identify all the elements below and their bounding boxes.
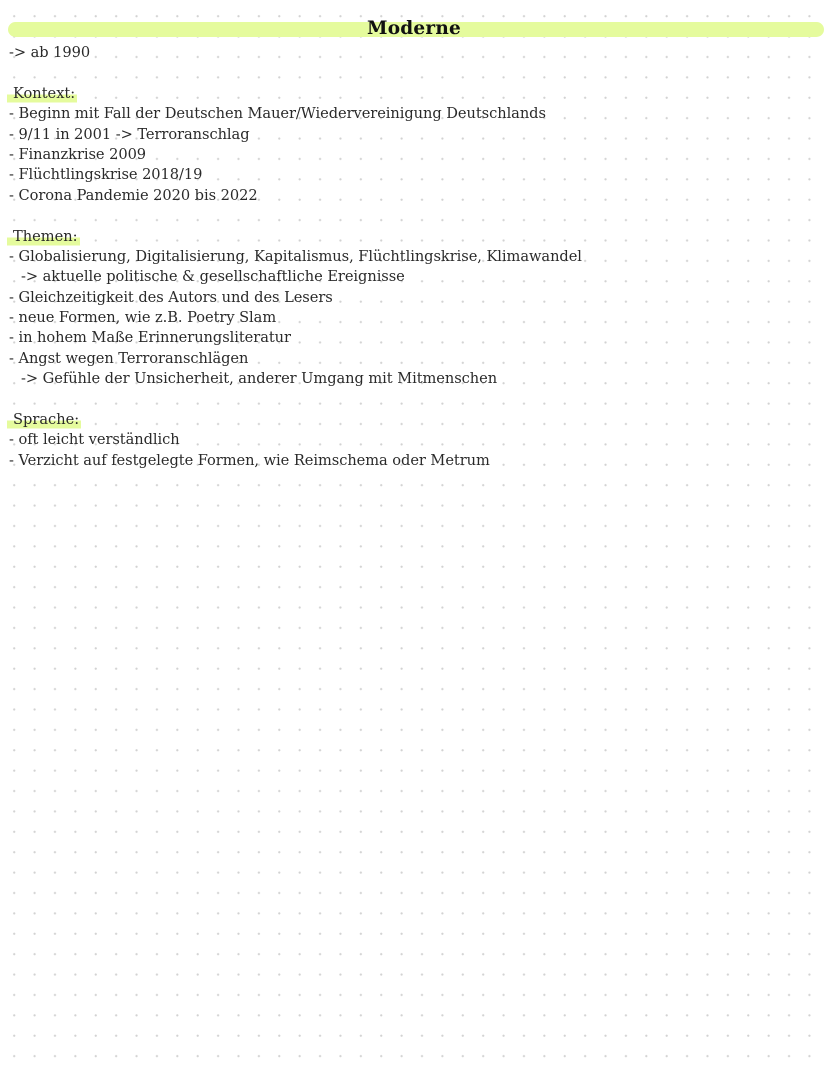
spacer (9, 390, 819, 410)
list-item: - Flüchtlingskrise 2018/19 (9, 166, 203, 184)
section-sprache (9, 410, 819, 430)
list-item: - Beginn mit Fall der Deutschen Mauer/Wiedervereinigung Deutschlands (9, 105, 546, 123)
list-item: - Corona Pandemie 2020 bis 2022 (9, 186, 258, 204)
section-heading-sprache: Sprache: (7, 410, 81, 430)
list-item: - Finanzkrise 2009 (9, 145, 147, 163)
list-item: - Verzicht auf festgelegte Formen, wie Reimschema oder Metrum (9, 451, 490, 469)
section-themen (9, 227, 819, 247)
list-item: - oft leicht verständlich (9, 431, 180, 449)
list-item: - Angst wegen Terroranschlägen (9, 349, 249, 367)
section-heading-kontext: Kontext: (7, 84, 77, 104)
list-item: - in hohem Maße Erinnerungsliteratur (9, 329, 291, 347)
page-title: Moderne (367, 18, 461, 39)
date-range: -> ab 1990 (9, 44, 91, 61)
list-item: - neue Formen, wie z.B. Poetry Slam (9, 309, 277, 327)
spacer (9, 206, 819, 226)
list-item: - Globalisierung, Digitalisierung, Kapitalismus, Flüchtlingskrise, Klimawandel (9, 247, 582, 265)
section-kontext (9, 84, 819, 104)
list-item: - Gleichzeitigkeit des Autors und des Lesers (9, 288, 333, 306)
note-body (9, 43, 819, 471)
list-subitem: -> aktuelle politische & gesellschaftliche Ereignisse (21, 268, 405, 286)
list-subitem: -> Gefühle der Unsicherheit, anderer Umgang mit Mitmenschen (21, 370, 498, 388)
spacer (9, 63, 819, 83)
list-item: - 9/11 in 2001 -> Terroranschlag (9, 125, 250, 143)
section-heading-themen: Themen: (7, 227, 80, 247)
